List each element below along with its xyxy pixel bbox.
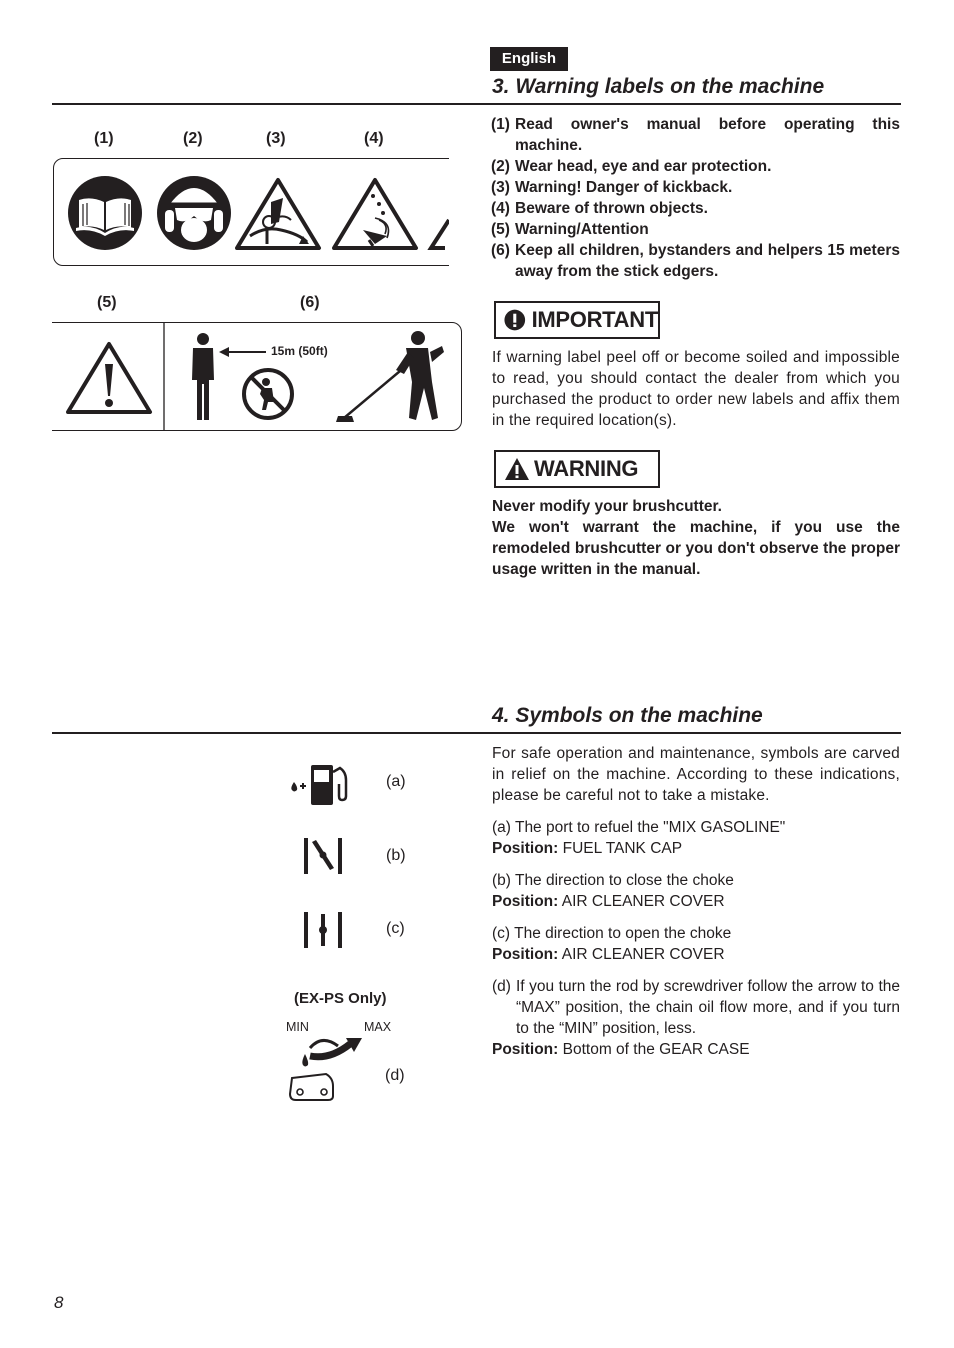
list-item: (5) Warning/Attention: [491, 221, 649, 238]
operator-trimmer-icon: [336, 331, 444, 422]
warning-line-1: Never modify your brushcutter.: [492, 498, 722, 515]
exclamation-circle-icon: [504, 308, 526, 332]
warning-triangle-icon: [504, 457, 530, 481]
chain-oil-adjust-icon: [286, 1034, 376, 1106]
important-label: IMPORTANT: [531, 307, 658, 332]
kickback-warning-icon: [237, 180, 319, 248]
warning-callout: [494, 450, 660, 488]
label-number-5: (5): [97, 294, 117, 311]
protection-gear-icon: [157, 176, 231, 250]
language-tag: English: [490, 47, 568, 71]
symbol-item-b: (b) The direction to close the choke Position: AIR CLEANER COVER: [492, 872, 734, 910]
symbol-item-a: (a) The port to refuel the "MIX GASOLINE" Position: FUEL TANK CAP: [492, 819, 786, 857]
choke-open-icon: [302, 910, 344, 950]
no-children-icon: [244, 370, 292, 418]
section-4-rule: [52, 732, 901, 734]
choke-close-icon: [302, 836, 344, 876]
list-item: (3) Warning! Danger of kickback.: [491, 179, 733, 196]
attention-warning-icon: [68, 344, 150, 412]
section-3-title: 3. Warning labels on the machine: [492, 75, 825, 98]
ex-ps-note: (EX-PS Only): [294, 990, 387, 1007]
distance-arrow-icon: [219, 347, 266, 357]
thrown-objects-warning-icon: [334, 180, 416, 248]
bystander-figure-icon: [192, 333, 214, 420]
warning-label-strip-1: [53, 158, 449, 268]
list-item: (6) Keep all children, bystanders and helpers 15 meters away from the stick edgers.: [491, 242, 900, 280]
important-text: If warning label peel off or become soiled and impossible to read, you should contact the dealer from which you purchased the product to order new labels and affix them in the required location(s).: [492, 349, 900, 429]
section-3-rule: [52, 103, 901, 105]
symbol-label-a: (a): [386, 773, 406, 790]
label-number-2: (2): [183, 130, 203, 147]
label-number-3: (3): [266, 130, 286, 147]
symbol-label-d: (d): [385, 1067, 405, 1084]
warning-text: [492, 496, 900, 580]
section-4-title: 4. Symbols on the machine: [492, 704, 763, 727]
list-item: (4) Beware of thrown objects.: [491, 200, 708, 217]
warning-label-strip-2: [52, 322, 463, 432]
label-number-6: (6): [300, 294, 320, 311]
symbol-label-c: (c): [386, 920, 405, 937]
label-number-1: (1): [94, 130, 114, 147]
min-label: MIN: [286, 1020, 309, 1034]
important-callout: [494, 301, 660, 339]
list-item: (2) Wear head, eye and ear protection.: [491, 158, 772, 175]
warning-line-2: We won't warrant the machine, if you use the remodeled brushcutter or you don't observe the proper usage written in the manual.: [492, 519, 900, 578]
max-label: MAX: [364, 1020, 392, 1034]
symbol-item-d: (d) If you turn the rod by screwdriver follow the arrow to the “MAX” position, the chain oil flow more, and if you turn to the “MIN” position, less. Position: Bottom of the GEAR CASE: [492, 978, 900, 1058]
distance-label: 15m (50ft): [271, 344, 328, 358]
page-number: 8: [54, 1293, 64, 1312]
symbol-item-c: (c) The direction to open the choke Position: AIR CLEANER COVER: [492, 925, 732, 963]
read-manual-icon: [68, 176, 142, 250]
warning-label: WARNING: [534, 456, 639, 481]
symbol-label-b: (b): [386, 847, 406, 864]
label-number-4: (4): [364, 130, 384, 147]
symbols-intro: For safe operation and maintenance, symbols are carved in relief on the machine. According to these indications, please be careful not to take a mistake.: [492, 745, 900, 804]
warning-labels-list: [491, 114, 900, 282]
fuel-pump-icon: [286, 762, 352, 808]
list-item: (1) Read owner's manual before operating this machine.: [491, 116, 900, 154]
